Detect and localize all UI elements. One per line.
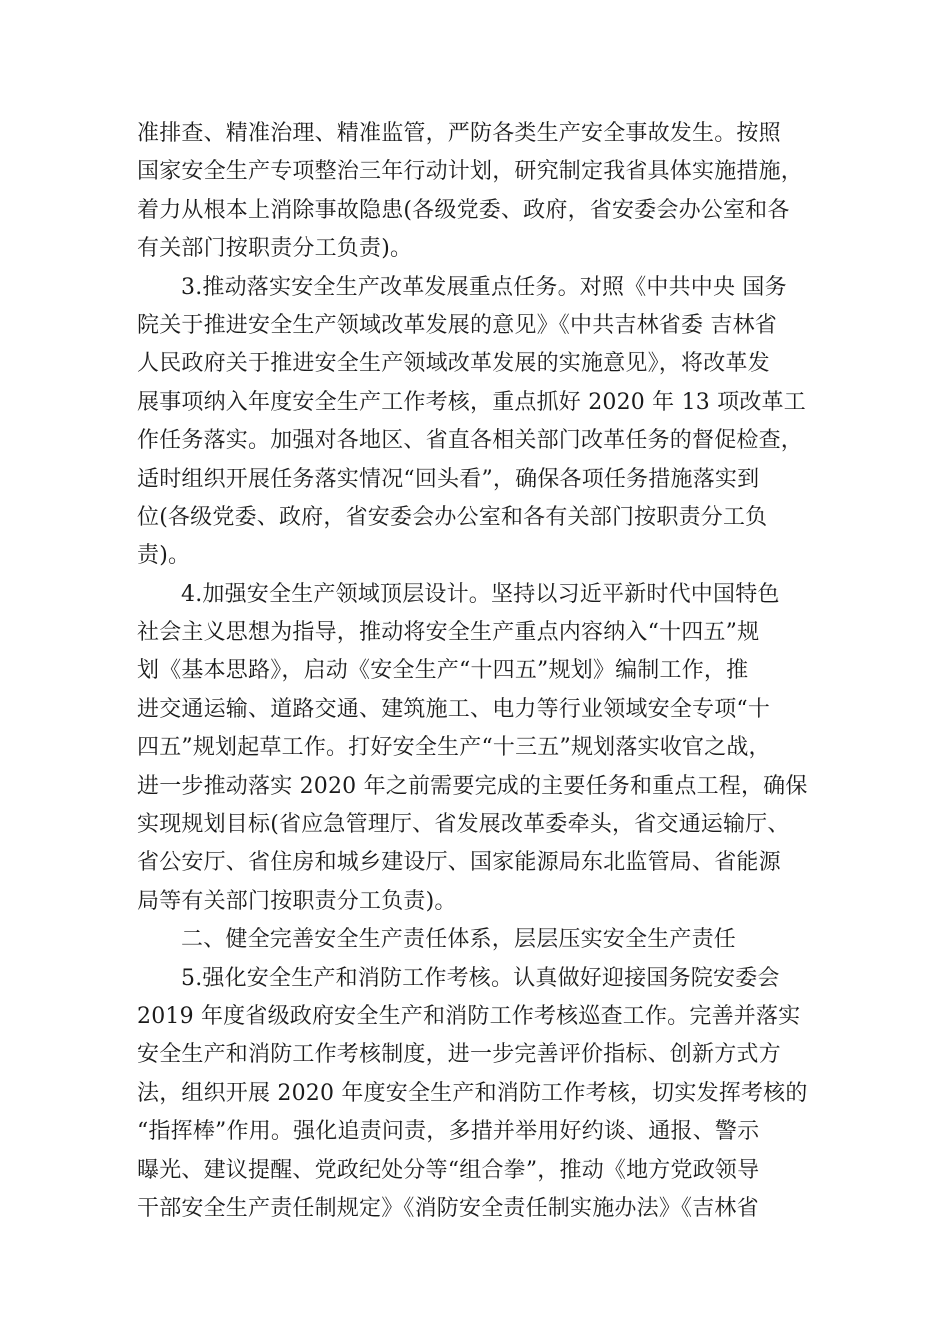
body-line: “指挥棒”作用。强化追责问责，多措并举用好约谈、通报、警示	[137, 1119, 760, 1145]
body-line: 作任务落实。加强对各地区、省直各相关部门改革任务的督促检查，	[137, 428, 804, 454]
section-heading: 二、健全完善安全生产责任体系，层层压实安全生产责任	[181, 927, 737, 953]
body-line: 省公安厅、省住房和城乡建设厅、国家能源局东北监管局、省能源	[137, 850, 781, 876]
body-line: 着力从根本上消除事故隐患(各级党委、政府，省安委会办公室和各	[137, 197, 790, 223]
body-line: 位(各级党委、政府，省安委会办公室和各有关部门按职责分工负	[137, 504, 768, 530]
body-line: 适时组织开展任务落实情况“回头看”，确保各项任务措施落实到	[137, 466, 760, 492]
body-line: 责)。	[137, 543, 191, 569]
body-line: 进交通运输、道路交通、建筑施工、电力等行业领域安全专项“十	[137, 696, 771, 722]
body-line: 2019 年度省级政府安全生产和消防工作考核巡查工作。完善并落实	[137, 1003, 801, 1029]
body-line: 划《基本思路》，启动《安全生产“十四五”规划》编制工作，推	[137, 658, 749, 684]
paragraph-5-start: 5.强化安全生产和消防工作考核。认真做好迎接国务院安委会	[181, 965, 780, 991]
body-line: 国家安全生产专项整治三年行动计划，研究制定我省具体实施措施，	[137, 159, 804, 185]
body-line: 安全生产和消防工作考核制度，进一步完善评价指标、创新方式方	[137, 1042, 781, 1068]
paragraph-3-start: 3.推动落实安全生产改革发展重点任务。对照《中共中央 国务	[181, 274, 787, 300]
body-line: 展事项纳入年度安全生产工作考核，重点抓好 2020 年 13 项改革工	[137, 389, 806, 415]
body-line: 法，组织开展 2020 年度安全生产和消防工作考核，切实发挥考核的	[137, 1080, 808, 1106]
body-line: 干部安全生产责任制规定》《消防安全责任制实施办法》《吉林省	[137, 1195, 759, 1221]
body-line: 人民政府关于推进安全生产领域改革发展的实施意见》，将改革发	[137, 351, 770, 377]
body-line: 院关于推进安全生产领域改革发展的意见》《中共吉林省委 吉林省	[137, 312, 777, 338]
body-line: 局等有关部门按职责分工负责)。	[137, 888, 457, 914]
document-body	[137, 115, 827, 1228]
body-line: 有关部门按职责分工负责)。	[137, 236, 413, 262]
body-line: 曝光、建议提醒、党政纪处分等“组合拳”，推动《地方党政领导	[137, 1157, 760, 1183]
body-line: 四五”规划起草工作。打好安全生产“十三五”规划落实收官之战，	[137, 735, 771, 761]
body-line: 准排查、精准治理、精准监管，严防各类生产安全事故发生。按照	[137, 121, 781, 146]
paragraph-4-start: 4.加强安全生产领域顶层设计。坚持以习近平新时代中国特色	[181, 581, 780, 607]
body-line: 社会主义思想为指导，推动将安全生产重点内容纳入“十四五”规	[137, 620, 760, 646]
body-line: 实现规划目标(省应急管理厅、省发展改革委牵头，省交通运输厅、	[137, 812, 790, 838]
body-line: 进一步推动落实 2020 年之前需要完成的主要任务和重点工程，确保	[137, 773, 808, 799]
